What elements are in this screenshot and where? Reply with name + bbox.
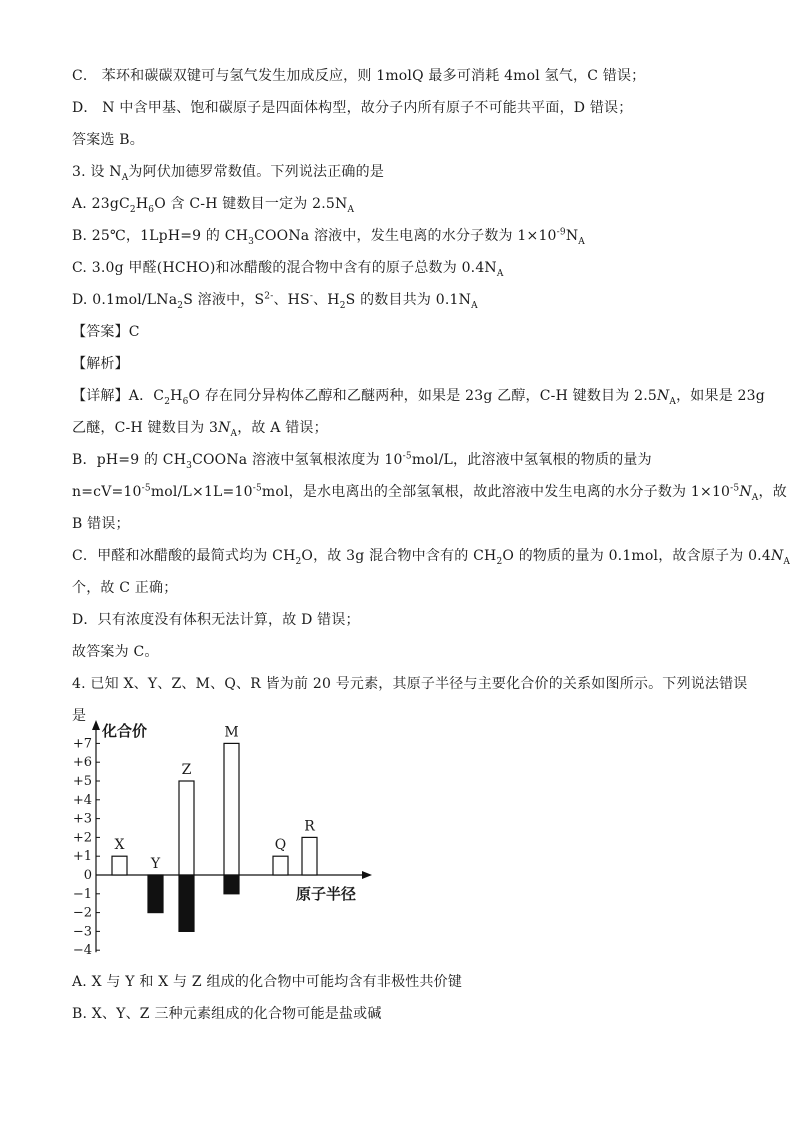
q3-option-d: D. 0.1mol/LNa$_2$S 溶液中，$S^{2-}$、HS-、$H_2S$ 的数目共为 $0.1N_A$ [72,291,478,311]
detail-line-6: C．甲醛和冰醋酸的最简式均为 $CH_2O$，故 3g 混合物中含有的 $CH_2O$ 的物质的量为 0.1mol，故含原子为 $0.4N_A$ [72,548,791,567]
y-tick-label: +4 [72,792,92,808]
detail-line-8: D．只有浓度没有体积无法计算，故 D 错误； [72,612,360,628]
detail-line-2: 乙醚，C-H 键数目为 $3N_A$，故 A 错误； [72,420,328,439]
q4-option-b: B. X、Y、Z 三种元素组成的化合物可能是盐或碱 [72,1006,382,1022]
bar-negative-M [224,875,239,894]
y-tick-label: −3 [72,924,92,940]
option-c-explanation: C． 苯环和碳碳双键可与氢气发生加成反应，则 1molQ 最多可消耗 4mol 氢气，C 错误； [72,68,646,84]
bar-positive-Q [273,856,288,875]
detail-line-7: 个，故 C 正确； [72,580,178,596]
q4-stem-line-2: 是 [72,708,87,724]
q3-stem: 3. 设 $N_A$为阿伏加德罗常数值。下列说法正确的是 [72,164,385,183]
x-axis-arrow-icon [362,871,372,879]
answer-q2: 答案选 B。 [72,132,144,148]
y-tick-label: 0 [83,868,92,883]
y-tick-label: +3 [72,811,92,827]
answer-label: 【答案】C [72,324,140,340]
analysis-label: 【解析】 [72,356,129,372]
detail-line-1: 【详解】A．$C_2H_6O$ 存在同分异构体乙醇和乙醚两种，如果是 23g 乙醇，C-H 键数目为 $2.5N_A$，如果是 23g [72,388,765,407]
q4-option-a: A. X 与 Y 和 X 与 Z 组成的化合物中可能均含有非极性共价键 [72,974,463,990]
bar-label-Z: Z [181,762,192,778]
bar-label-X: X [114,837,125,854]
bar-negative-Y [148,875,163,913]
bar-positive-Z [179,781,194,875]
option-d-explanation: D． N 中含甲基、饱和碳原子是四面体构型，故分子内所有原子不可能共平面，D 错误； [72,100,633,116]
bar-positive-X [112,856,127,875]
y-tick-label: +2 [72,830,92,846]
detail-line-9: 故答案为 C。 [72,644,159,660]
y-tick-label: +5 [72,774,92,789]
q3-option-c: C. 3.0g 甲醛(HCHO)和冰醋酸的混合物中含有的原子总数为 $0.4N_A$ [72,260,504,279]
x-axis-label: 原子半径 [296,885,357,903]
y-tick-label: +7 [72,736,92,752]
y-tick-label: −2 [72,905,92,921]
bar-positive-R [302,837,317,875]
y-tick-label: +6 [72,755,92,771]
y-tick-label: +1 [72,849,92,865]
detail-line-5: B 错误； [72,516,130,532]
detail-line-4: $n=cV=10^{-5}mol/L\times 1L=10^{-5}mol$，是水电离出的全部氢氧根，故此溶液中发生电离的水分子数为 $1\times 10^{-5}N_A$，故 [72,483,787,503]
valence-radius-chart [66,716,386,966]
detail-line-3: B．pH=9 的 $CH_3COONa$ 溶液中氢氧根浓度为 $10^{-5}mol/L$，此溶液中氢氧根的物质的量为 [72,451,652,471]
y-tick-label: −4 [72,943,92,959]
y-axis-label: 化合价 [102,722,148,740]
q3-option-a: A. $23gC_2H_6O$ 含 C-H 键数目一定为 $2.5N_A$ [72,196,355,215]
y-axis-arrow-icon [92,720,100,730]
bar-label-Y: Y [150,856,161,872]
bar-label-Q: Q [274,837,287,854]
y-tick-label: −1 [72,886,92,902]
bar-label-R: R [304,818,315,835]
bar-negative-Z [179,875,194,931]
q4-stem-line-1: 4. 已知 X、Y、Z、M、Q、R 皆为前 20 号元素，其原子半径与主要化合价的关系如图所示。下列说法错误 [72,676,748,692]
bar-label-M: M [224,724,239,741]
bar-positive-M [224,743,239,875]
q3-option-b: B. 25℃，1LpH=9 的 $CH_3COONa$ 溶液中，发生电离的水分子数为 $1\times 10^{-9}N_A$ [72,227,585,247]
